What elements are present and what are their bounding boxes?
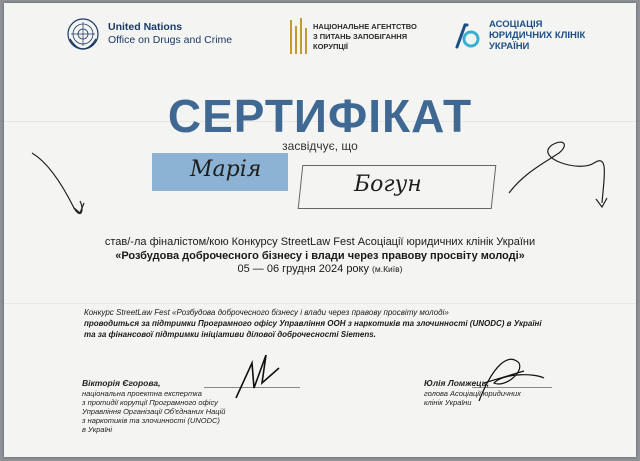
- note-line2: проводиться за підтримки Програмного офісу Управління ООН з наркотиків та злочинності (UNODC) в Україні: [84, 319, 542, 328]
- signatory-right-role: клінік України: [424, 398, 472, 407]
- signatory-left-role: з наркотиків та злочинності (UNODC): [82, 416, 220, 425]
- signatory-left-role: в Україні: [82, 425, 113, 434]
- signatory-left-role: національна проектна експертка: [82, 389, 202, 398]
- award-contest-name: «Розбудова доброчесного бізнесу і влади через правову просвіту молоді»: [115, 249, 525, 262]
- recipient-first-name: Марія: [190, 157, 262, 182]
- certificate-title: СЕРТИФІКАТ: [167, 90, 473, 142]
- award-place: (м.Київ): [372, 264, 403, 274]
- note-line1: Конкурс StreetLaw Fest «Розбудова доброчесного бізнесу і влади через правову просвіту молоді»: [84, 308, 449, 317]
- signatory-right: [424, 378, 521, 407]
- unodc-name: Office on Drugs and Crime: [108, 34, 233, 46]
- attests-text: засвідчує, що: [282, 139, 358, 153]
- signatory-right-role: голова Асоціації юридичних: [424, 389, 521, 398]
- award-date: 05 — 06 грудня 2024 року: [237, 263, 369, 275]
- certificate-document: [4, 3, 636, 457]
- aclc-line3: УКРАЇНИ: [489, 41, 530, 52]
- aclc-line2: ЮРИДИЧНИХ КЛІНІК: [489, 30, 586, 41]
- note-line3: та за фінансової підтримки ініціативи ділової доброчесності Siemens.: [84, 330, 376, 339]
- signatory-left: [82, 378, 225, 434]
- aclc-line1: АСОЦІАЦІЯ: [489, 19, 543, 30]
- signatory-left-name: Вікторія Єгорова,: [82, 378, 161, 388]
- un-name: United Nations: [108, 21, 183, 33]
- signatory-left-role: Управління Організації Об'єднаних Націй: [82, 407, 226, 416]
- nazk-line3: КОРУПЦІЇ: [313, 42, 349, 51]
- signatory-left-role: з протидії корупції Програмного офісу: [82, 398, 218, 407]
- signatory-right-name: Юлія Ломжець,: [424, 378, 490, 388]
- nazk-line1: НАЦІОНАЛЬНЕ АГЕНТСТВО: [313, 22, 417, 31]
- award-line1: став/-ла фіналістом/кою Конкурсу StreetLaw Fest Асоціації юридичних клінік України: [104, 236, 536, 248]
- nazk-line2: З ПИТАНЬ ЗАПОБІГАННЯ: [313, 32, 408, 41]
- recipient-last-name: Богун: [354, 172, 422, 197]
